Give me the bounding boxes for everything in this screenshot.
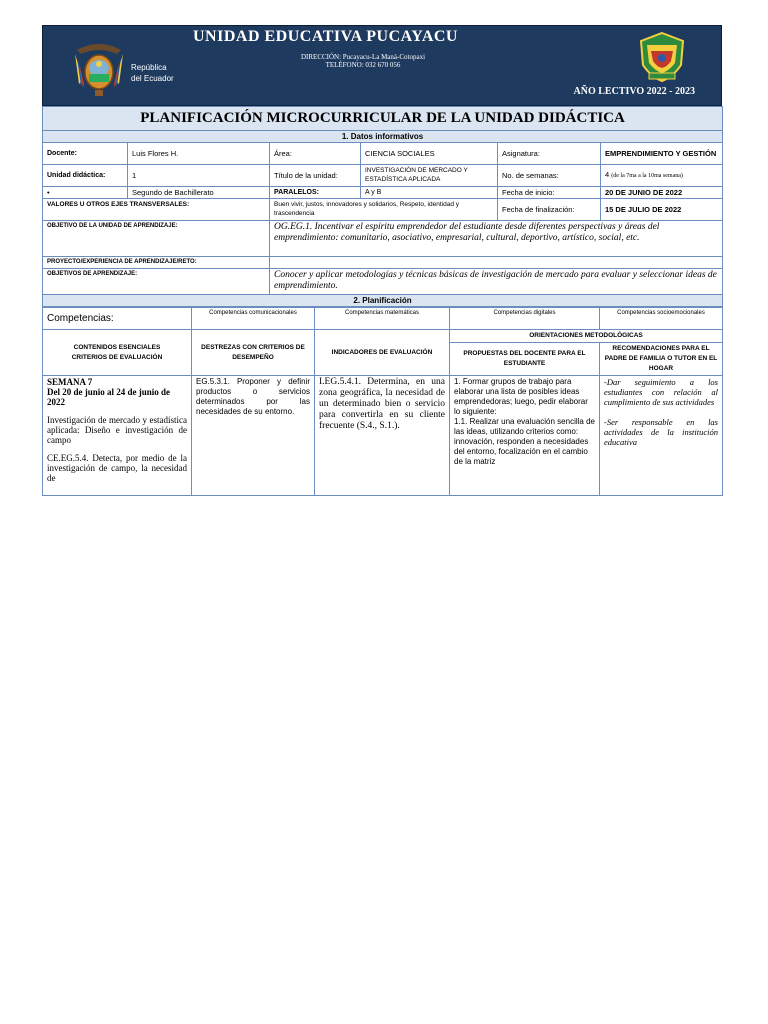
fin-value: 15 DE JULIO DE 2022: [601, 199, 723, 221]
objetivo-label: OBJETIVO DE LA UNIDAD DE APRENDIZAJE:: [43, 221, 270, 257]
republic-line2: del Ecuador: [131, 74, 174, 83]
republic-label: [131, 62, 174, 84]
header-destrezas: DESTREZAS CON CRITERIOS DE DESEMPEÑO: [192, 330, 315, 376]
section-1-heading: 1. Datos informativos: [43, 131, 723, 143]
semanas-value: [601, 165, 723, 187]
curso-value: Segundo de Bachillerato: [128, 187, 270, 199]
school-phone: TELÉFONO: 032 670 056: [325, 61, 401, 69]
proyecto-label: PROYECTO/EXPERIENCIA DE APRENDIZAJE/RETO:: [43, 257, 270, 269]
header-propuestas: PROPUESTAS DEL DOCENTE PARA EL ESTUDIANTE: [450, 343, 600, 376]
inicio-label: Fecha de inicio:: [498, 187, 601, 199]
header-recomendaciones: RECOMENDACIONES PARA EL PADRE DE FAMILIA O TUTOR EN EL HOGAR: [600, 343, 723, 376]
docente-label: Docente:: [43, 143, 128, 165]
header-orientaciones: ORIENTACIONES METODOLÓGICAS: [450, 330, 723, 343]
destreza-cell: EG.5.3.1. Proponer y definir productos o servicios determinados por las necesidades de su entorno.: [192, 376, 315, 496]
area-value: CIENCIA SOCIALES: [361, 143, 498, 165]
republic-line1: República: [131, 63, 167, 72]
competencia-comunicacional: Competencias comunicacionales: [192, 308, 315, 330]
info-table: [42, 106, 723, 307]
semanas-note: (de la 7ma a la 10ma semana): [611, 173, 683, 179]
asignatura-label: Asignatura:: [498, 143, 601, 165]
valores-label: VALORES U OTROS EJES TRANSVERSALES:: [43, 199, 270, 221]
competencia-digital: Competencias digitales: [450, 308, 600, 330]
competencia-socioemocional: Competencias socioemocionales: [600, 308, 723, 330]
fin-label: Fecha de finalización:: [498, 199, 601, 221]
criterio-evaluacion: CE.EG.5.4. Detecta, por medio de la investigación de campo, la necesidad de: [47, 453, 187, 483]
paralelos-label: PARALELOS:: [270, 187, 361, 199]
docente-value: Luis Flores H.: [128, 143, 270, 165]
school-address-block: [243, 53, 483, 69]
ecuador-coat-of-arms-icon: [73, 40, 125, 98]
school-emblem-icon: [637, 31, 687, 83]
planning-document: [42, 25, 722, 496]
recomendacion-2: -Ser responsable en las actividades de la institución educativa: [604, 417, 718, 447]
propuesta-2: 1.1. Realizar una evaluación sencilla de las ideas, utilizando criterios como: innovación, responden a necesidades del entorno, focalización en el cambio de la matriz: [454, 417, 595, 466]
contenido-esencial: Investigación de mercado y estadística aplicada: Diseño e investigación de campo: [47, 415, 187, 445]
header-indicadores: INDICADORES DE EVALUACIÓN: [315, 330, 450, 376]
header-contenidos: CONTENIDOS ESENCIALES CRITERIOS DE EVALUACIÓN: [43, 330, 192, 376]
school-name: UNIDAD EDUCATIVA PUCAYACU: [193, 28, 458, 45]
document-title: PLANIFICACIÓN MICROCURRICULAR DE LA UNIDAD DIDÁCTICA: [43, 107, 723, 131]
objetivos-value: Conocer y aplicar metodologías y técnicas básicas de investigación de mercado para evaluar y seleccionar ideas de emprendimiento.: [270, 269, 723, 295]
school-address: DIRECCIÓN: Pucayacu-La Maná-Cotopaxi: [300, 53, 426, 61]
propuestas-cell: [450, 376, 600, 496]
inicio-value: 20 DE JUNIO DE 2022: [601, 187, 723, 199]
semanas-label: No. de semanas:: [498, 165, 601, 187]
asignatura-value: EMPRENDIMIENTO Y GESTIÓN: [601, 143, 723, 165]
recomendacion-1: -Dar seguimiento a los estudiantes con relación al cumplimiento de sus actividades: [604, 377, 718, 407]
propuesta-1: 1. Formar grupos de trabajo para elaborar una lista de posibles ideas emprendedoras; luego, pedir elaborar lo siguiente:: [454, 377, 588, 416]
unidad-value: 1: [128, 165, 270, 187]
proyecto-value: [270, 257, 723, 269]
semanas-number: 4: [605, 170, 610, 179]
competencias-label: Competencias:: [43, 308, 192, 330]
recomendaciones-cell: [600, 376, 723, 496]
school-header: [42, 25, 722, 106]
indicador-cell: I.EG.5.4.1. Determina, en una zona geográfica, la necesidad de un determinado bien o servicio para convertirla en su cliente frecuente (S.4., S.1.).: [315, 376, 450, 496]
objetivos-label: OBJETIVOS DE APRENDIZAJE:: [43, 269, 270, 295]
planning-table: [42, 307, 723, 496]
objetivo-value: OG.EG.1. Incentivar el espíritu emprendedor del estudiante desde diferentes perspectivas y áreas del emprendimiento: comunitario, asociativo, empresarial, cultural, deportivo, artístico, social, etc.: [270, 221, 723, 257]
section-2-heading: 2. Planificación: [43, 295, 723, 307]
paralelos-value: A y B: [361, 187, 498, 199]
valores-value: Buen vivir, justos, innovadores y solidarios, Respeto, identidad y trascendencia: [270, 199, 498, 221]
school-year: AÑO LECTIVO 2022 - 2023: [573, 86, 695, 97]
area-label: Área:: [270, 143, 361, 165]
competencia-matematica: Competencias matemáticas: [315, 308, 450, 330]
unidad-label: Unidad didáctica:: [43, 165, 128, 187]
semana-fechas: Del 20 de junio al 24 de junio de 2022: [47, 387, 171, 407]
contenidos-cell: [43, 376, 192, 496]
titulo-label: Título de la unidad:: [270, 165, 361, 187]
titulo-value: INVESTIGACIÓN DE MERCADO Y ESTADÍSTICA APLICADA: [361, 165, 498, 187]
semana-label: SEMANA 7: [47, 377, 93, 387]
bullet-cell: •: [43, 187, 128, 199]
